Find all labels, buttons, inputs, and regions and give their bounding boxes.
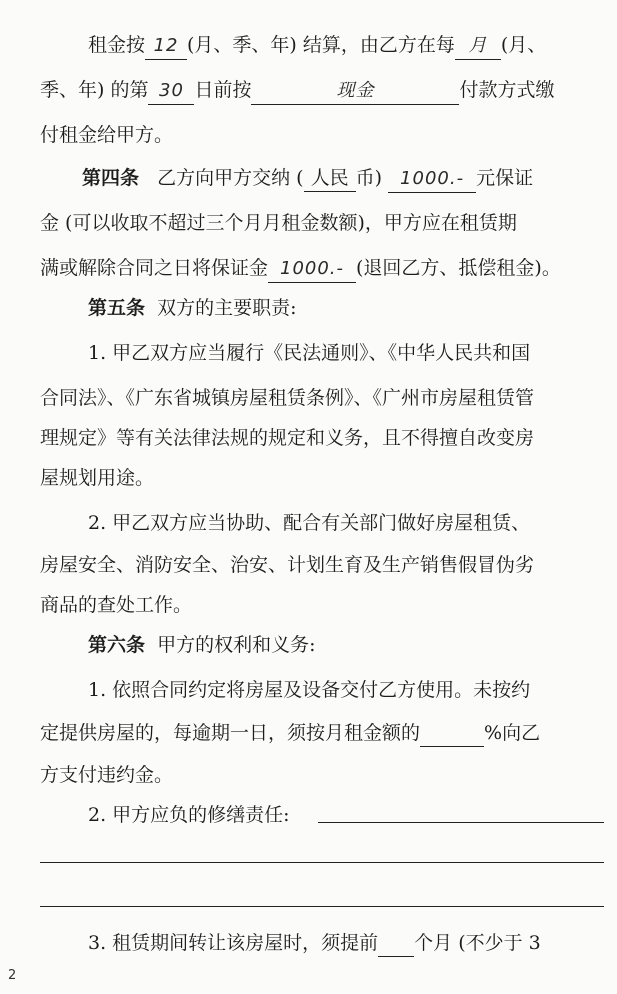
text: 日前按 — [194, 79, 252, 101]
settlement-period-blank: 12 — [145, 33, 187, 60]
article-4-heading: 第四条 — [82, 167, 140, 189]
notice-months-blank — [378, 930, 414, 957]
payment-day-blank: 30 — [148, 78, 194, 105]
article-6-title-line — [88, 630, 316, 660]
article-5-item-1-line-2: 合同法》、《广东省城镇房屋租赁条例》、《广州市房屋租赁管 — [40, 387, 535, 409]
article-5-item-1-line-4: 屋规划用途。 — [40, 467, 155, 489]
rent-settlement-line-1 — [88, 30, 546, 60]
repair-responsibility-blank — [318, 822, 604, 823]
article-4-line-3 — [40, 253, 561, 283]
article-6-item-2-line: 2. 甲方应负的修缮责任: — [88, 804, 290, 826]
penalty-percent-blank — [420, 720, 484, 747]
article-6-item-3-line — [88, 928, 541, 958]
repair-responsibility-blank-line-2 — [40, 862, 604, 863]
text: 甲方的权利和义务: — [157, 634, 316, 656]
repair-responsibility-blank-line-3 — [40, 906, 604, 907]
article-4-line-1 — [82, 163, 533, 193]
payment-method-blank: 现金 — [251, 78, 459, 105]
article-6-item-1-line-1: 1. 依照合同约定将房屋及设备交付乙方使用。未按约 — [88, 679, 531, 701]
text: 双方的主要职责: — [157, 297, 297, 319]
text: (月、季、年) 结算，由乙方在每 — [187, 34, 455, 56]
currency-blank: 人民 — [304, 165, 356, 192]
article-6-heading: 第六条 — [88, 634, 146, 656]
article-5-item-1-line-1: 1. 甲乙双方应当履行《民法通则》、《中华人民共和国 — [88, 342, 531, 364]
text: %向乙 — [484, 722, 541, 744]
article-4-line-2: 金 (可以收取不超过三个月月租金数额)，甲方应在租赁期 — [40, 212, 517, 234]
text: (月、 — [500, 34, 547, 56]
deposit-return-blank: 1000.- — [268, 256, 356, 283]
article-5-item-1-line-3: 理规定》等有关法律法规的规定和义务，且不得擅自改变房 — [40, 427, 535, 449]
text: 3. 租赁期间转让该房屋时，须提前 — [88, 932, 379, 954]
article-5-title-line — [88, 293, 297, 323]
text: 个月 (不少于 3 — [414, 932, 541, 954]
deposit-amount-blank: 1000.- — [388, 166, 476, 193]
text: 满或解除合同之日将保证金 — [40, 257, 269, 279]
article-5-item-2-line-3: 商品的查处工作。 — [40, 594, 193, 616]
article-5-heading: 第五条 — [88, 297, 146, 319]
text: 定提供房屋的，每逾期一日，须按月租金额的 — [40, 722, 421, 744]
text: 乙方向甲方交纳 ( — [157, 167, 304, 189]
article-6-item-1-line-2 — [40, 718, 540, 748]
text: 币) — [355, 167, 383, 189]
article-6-item-1-line-3: 方支付违约金。 — [40, 764, 174, 786]
text: (退回乙方、抵偿租金)。 — [356, 257, 561, 279]
article-5-item-2-line-2: 房屋安全、消防安全、治安、计划生育及生产销售假冒伪劣 — [40, 554, 535, 576]
text: 租金按 — [88, 34, 146, 56]
rent-settlement-line-3: 付租金给甲方。 — [40, 124, 174, 146]
payment-period-blank: 月 — [455, 33, 501, 60]
text: 元保证 — [476, 167, 534, 189]
rent-settlement-line-2 — [40, 75, 554, 105]
text: 付款方式缴 — [459, 79, 555, 101]
page-number: 2 — [8, 968, 17, 983]
article-5-item-2-line-1: 2. 甲乙双方应当协助、配合有关部门做好房屋租赁、 — [88, 512, 531, 534]
text: 季、年) 的第 — [40, 79, 149, 101]
